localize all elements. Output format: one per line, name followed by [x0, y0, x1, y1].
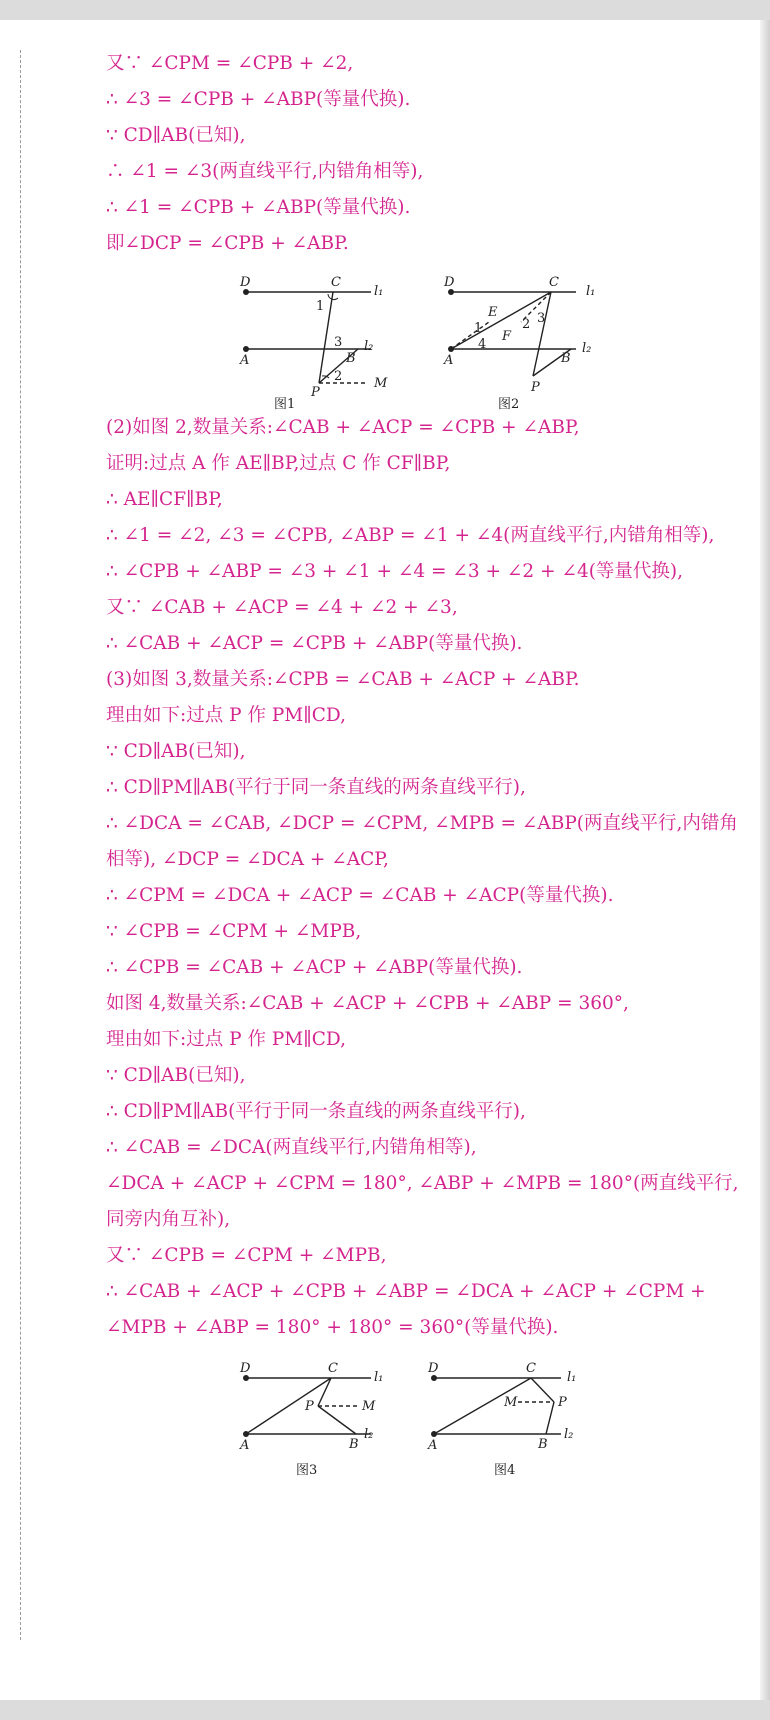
- text-line: ∴ ∠CPB + ∠ABP = ∠3 + ∠1 + ∠4 = ∠3 + ∠2 + ∠4(等量代换),: [106, 561, 684, 582]
- label-P: P: [311, 385, 320, 400]
- label-A: A: [240, 1438, 250, 1453]
- label-P: P: [531, 380, 540, 395]
- label-l1: l₁: [374, 284, 384, 299]
- label-F: F: [502, 329, 512, 344]
- label-E: E: [488, 305, 498, 320]
- text-line: 理由如下:过点 P 作 PM∥CD,: [106, 705, 346, 726]
- label-B: B: [538, 1437, 548, 1452]
- angle-1: 1: [316, 299, 325, 314]
- text-line: ∴ ∠DCA = ∠CAB, ∠DCP = ∠CPM, ∠MPB = ∠ABP(两直线平行,内错角相等), ∠DCP = ∠DCA + ∠ACP,: [106, 813, 738, 870]
- angle-2: 2: [334, 369, 343, 384]
- text-line: ∵ CD∥AB(已知),: [106, 125, 246, 146]
- figure-4: [431, 1375, 561, 1437]
- viewer-top-bar: [0, 0, 770, 20]
- label-D: D: [240, 1361, 251, 1376]
- label-l1: l₁: [586, 284, 596, 299]
- figure-2: [448, 289, 576, 376]
- figure-3-4-svg: [106, 1346, 756, 1512]
- text-line: ∵ CD∥AB(已知),: [106, 741, 246, 762]
- label-l2: l₂: [364, 1427, 374, 1442]
- text-line: ∴ CD∥PM∥AB(平行于同一条直线的两条直线平行),: [106, 1101, 526, 1122]
- figure-caption: 图2: [498, 397, 520, 410]
- figure-caption: 图3: [296, 1463, 318, 1478]
- figures-3-4: [106, 1346, 756, 1512]
- figures-1-2: [106, 262, 756, 410]
- angle-2: 2: [522, 317, 531, 332]
- label-D: D: [240, 275, 251, 290]
- label-l1: l₁: [567, 1370, 577, 1385]
- figure-1-2-svg: [106, 262, 756, 410]
- text-line: ∴ AE∥CF∥BP,: [106, 489, 223, 510]
- text-line: 又∵ ∠CPM = ∠CPB + ∠2,: [106, 53, 354, 74]
- text-line: 又∵ ∠CPB = ∠CPM + ∠MPB,: [106, 1245, 387, 1266]
- text-line: (2)如图 2,数量关系:∠CAB + ∠ACP = ∠CPB + ∠ABP,: [106, 417, 580, 438]
- text-line: ∴ CD∥PM∥AB(平行于同一条直线的两条直线平行),: [106, 777, 526, 798]
- figure-1-labels: [239, 275, 388, 410]
- viewer-bottom-bar: [0, 1700, 770, 1720]
- text-line: ∵ CD∥AB(已知),: [106, 1065, 246, 1086]
- text-line: ∴ ∠1 = ∠CPB + ∠ABP(等量代换).: [106, 197, 411, 218]
- label-P: P: [558, 1395, 567, 1410]
- label-B: B: [349, 1437, 359, 1452]
- text-line: ∴ ∠1 = ∠2, ∠3 = ∠CPB, ∠ABP = ∠1 + ∠4(两直线平行,内错角相等),: [106, 525, 715, 546]
- label-l2: l₂: [564, 1427, 574, 1442]
- label-C: C: [331, 275, 341, 290]
- label-P: P: [305, 1399, 314, 1414]
- angle-4: 4: [478, 337, 487, 352]
- angle-3: 3: [537, 311, 546, 326]
- figure-caption: 图4: [494, 1463, 516, 1478]
- label-l2: l₂: [364, 339, 374, 354]
- text-line: ∴ ∠1 = ∠3(两直线平行,内错角相等),: [106, 161, 424, 182]
- text-line: ∴ ∠CPB = ∠CAB + ∠ACP + ∠ABP(等量代换).: [106, 957, 523, 978]
- text-line: ∴ ∠CPM = ∠DCA + ∠ACP = ∠CAB + ∠ACP(等量代换).: [106, 885, 614, 906]
- solution-text: [106, 46, 756, 1512]
- label-M: M: [374, 376, 388, 391]
- label-l2: l₂: [582, 341, 592, 356]
- page-edge-shadow: [760, 20, 770, 1700]
- text-line: ∴ ∠CAB = ∠DCA(两直线平行,内错角相等),: [106, 1137, 477, 1158]
- text-line: ∴ ∠CAB + ∠ACP = ∠CPB + ∠ABP(等量代换).: [106, 633, 523, 654]
- text-line: 即∠DCP = ∠CPB + ∠ABP.: [106, 233, 349, 254]
- figure-1: [243, 289, 374, 383]
- text-line: 又∵ ∠CAB + ∠ACP = ∠4 + ∠2 + ∠3,: [106, 597, 458, 618]
- text-line: 如图 4,数量关系:∠CAB + ∠ACP + ∠CPB + ∠ABP = 360°,: [106, 993, 629, 1014]
- angle-3: 3: [334, 335, 343, 350]
- label-A: A: [428, 1438, 438, 1453]
- text-line: 证明:过点 A 作 AE∥BP,过点 C 作 CF∥BP,: [106, 453, 451, 474]
- label-M: M: [504, 1395, 518, 1410]
- label-C: C: [549, 275, 559, 290]
- label-C: C: [328, 1361, 338, 1376]
- text-line: (3)如图 3,数量关系:∠CPB = ∠CAB + ∠ACP + ∠ABP.: [106, 669, 580, 690]
- label-M: M: [362, 1399, 376, 1414]
- figure-caption: 图1: [274, 397, 296, 410]
- figure-2-labels: [443, 275, 595, 410]
- label-l1: l₁: [374, 1370, 384, 1385]
- label-D: D: [444, 275, 455, 290]
- text-line: 理由如下:过点 P 作 PM∥CD,: [106, 1029, 346, 1050]
- text-line: ∵ ∠CPB = ∠CPM + ∠MPB,: [106, 921, 362, 942]
- text-line: ∠DCA + ∠ACP + ∠CPM = 180°, ∠ABP + ∠MPB = 180°(两直线平行,同旁内角互补),: [106, 1173, 739, 1230]
- angle-1: 1: [474, 321, 483, 336]
- label-A: A: [240, 353, 250, 368]
- label-B: B: [346, 351, 356, 366]
- binding-dashed-line: [20, 50, 21, 1640]
- label-D: D: [428, 1361, 439, 1376]
- label-C: C: [526, 1361, 536, 1376]
- text-line: ∴ ∠CAB + ∠ACP + ∠CPB + ∠ABP = ∠DCA + ∠ACP + ∠CPM + ∠MPB + ∠ABP = 180° + 180° = 360°(等量代换).: [106, 1281, 706, 1338]
- text-line: ∴ ∠3 = ∠CPB + ∠ABP(等量代换).: [106, 89, 411, 110]
- label-B: B: [561, 351, 571, 366]
- label-A: A: [444, 353, 454, 368]
